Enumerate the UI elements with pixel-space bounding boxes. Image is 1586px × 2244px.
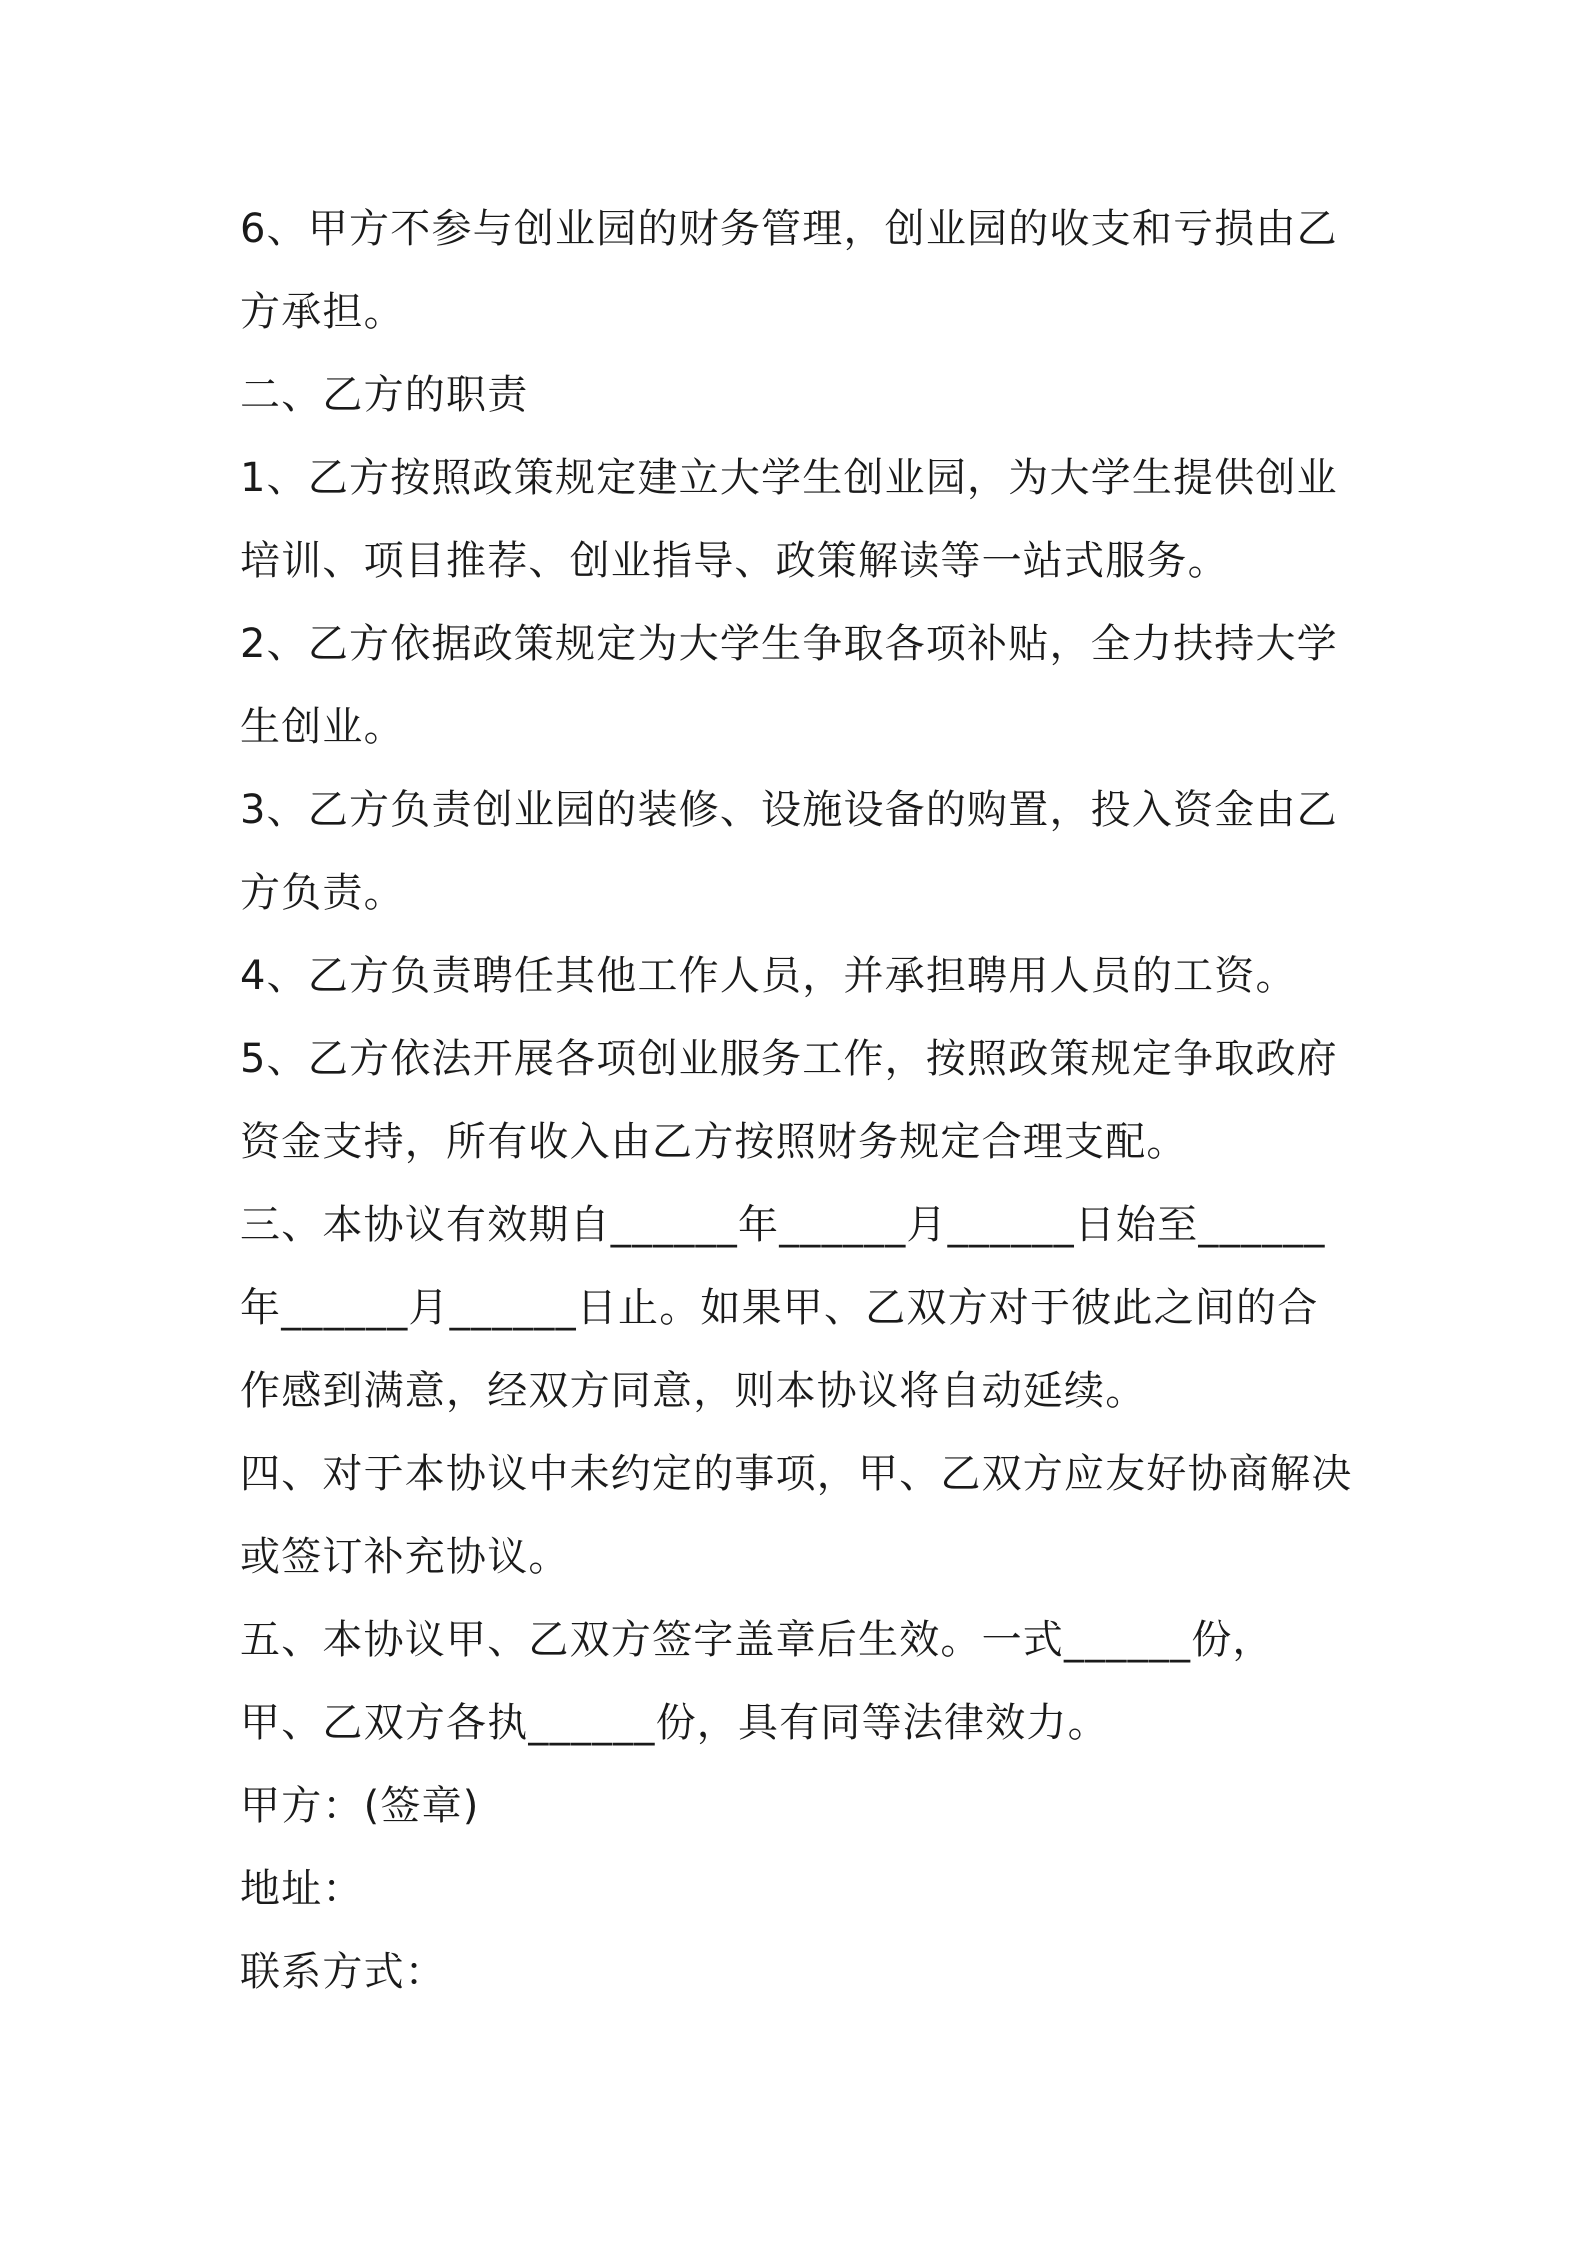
section-heading-party-b-duties: 二、乙方的职责 <box>240 372 529 418</box>
document-body <box>240 188 1355 2014</box>
section-effectiveness: 五、本协议甲、乙双方签字盖章后生效。一式______份，甲、乙双方各执______份，具有同等法律效力。 <box>240 1617 1274 1746</box>
section-unspecified-matters: 四、对于本协议中未约定的事项，甲、乙双方应友好协商解决或签订补充协议。 <box>240 1451 1353 1580</box>
clause-b5: 5、乙方依法开展各项创业服务工作，按照政策规定争取政府资金支持，所有收入由乙方按照财务规定合理支配。 <box>240 1036 1338 1165</box>
section-validity-period: 三、本协议有效期自______年______月______日始至______年______月______日止。如果甲、乙双方对于彼此之间的合作感到满意，经双方同意，则本协议将自动延续。 <box>240 1202 1326 1414</box>
clause-b2: 2、乙方依据政策规定为大学生争取各项补贴，全力扶持大学生创业。 <box>240 621 1338 750</box>
clause-a6: 6、甲方不参与创业园的财务管理，创业园的收支和亏损由乙方承担。 <box>240 206 1338 335</box>
clause-b4: 4、乙方负责聘任其他工作人员，并承担聘用人员的工资。 <box>240 953 1297 999</box>
clause-b1: 1、乙方按照政策规定建立大学生创业园，为大学生提供创业培训、项目推荐、创业指导、政策解读等一站式服务。 <box>240 455 1338 584</box>
signature-address: 地址： <box>240 1866 364 1912</box>
clause-b3: 3、乙方负责创业园的装修、设施设备的购置，投入资金由乙方负责。 <box>240 787 1338 916</box>
signature-party-a: 甲方：(签章) <box>240 1783 480 1829</box>
signature-contact: 联系方式： <box>240 1949 446 1995</box>
